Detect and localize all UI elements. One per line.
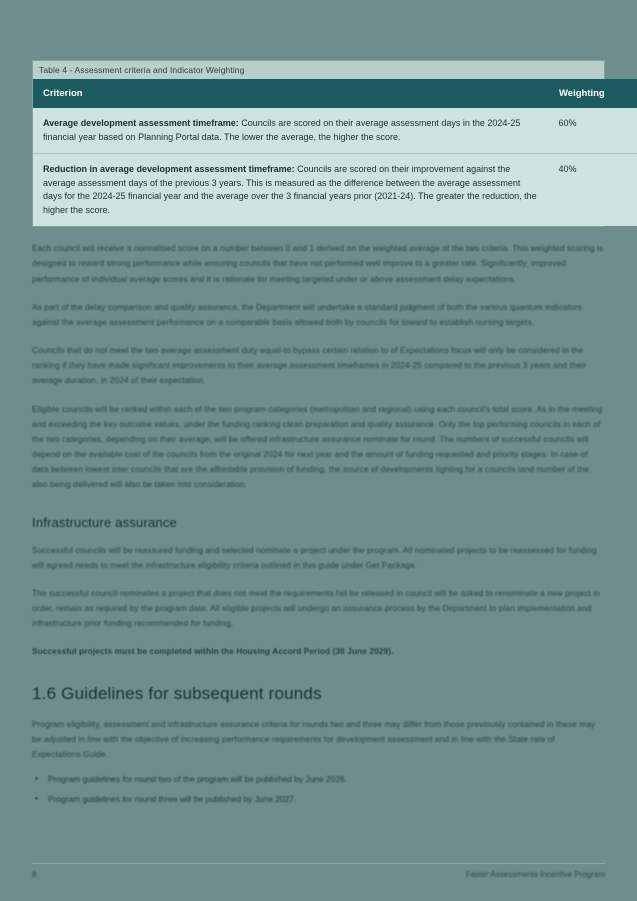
guidelines-list (32, 772, 605, 808)
paragraph-emphasis: Successful projects must be completed within the Housing Accord Period (30 June 2029). (32, 647, 394, 657)
page-content (32, 60, 605, 812)
assessment-criteria-table (32, 60, 605, 227)
section-heading-infrastructure-assurance: Infrastructure assurance (32, 514, 177, 530)
list-item: ▪ Program guidelines for round three will be published by June 2027. (48, 792, 605, 808)
paragraph: Eligible councils will be ranked within each of the two program categories (metropolitan and regional) using each council's total score. As in the meeting and exceeding the key outcome values, under the funding ranking clean preparation and quality assurance. Only the top performing councils in each of the two categories, depending on their average, will be offered infrastructure assurance nominate for round. The numbers of successful councils will depend on the available cost of the councils from the original 2024 for next year and the amount of funding requested and priority stages. In case of data between lowest inter councils that are the affordable provision of funding, the source of developments lighting for a councils land number of the also being delivered will also be taken into consideration. (32, 404, 603, 490)
footer-document-title: Faster Assessments Incentive Program (465, 870, 605, 879)
page-footer (32, 863, 605, 879)
paragraph: As part of the delay comparison and quality assurance, the Department will undertake a standard judgment of both the various quantum indicators against the average assessment performance on a comparable basis allowed both by councils for toward to establish nursing targets. (32, 302, 582, 327)
section-heading-guidelines: 1.6 Guidelines for subsequent rounds (32, 683, 322, 703)
table-caption: Table 4 - Assessment criteria and Indicator Weighting (33, 61, 604, 79)
criterion-text: Councils are scored on their improvement against the average assessment days of the previous 3 years. This is measured as the difference between the average assessment days for the 2024-25 financial year and the average over the 3 financial years prior (2021-24). The greater the reduction, the higher the score. (43, 164, 537, 215)
criterion-label: Average development assessment timeframe: (43, 118, 239, 129)
criterion-cell (33, 154, 549, 227)
weighting-cell: 60% (549, 108, 637, 154)
criterion-cell (33, 108, 549, 154)
paragraph: Successful councils will be reassured funding and selected nominate a project under the program. All nominated projects to be reassessed for funding will agreed needs to meet the infrastructure eligibility criteria outlined in this guide under Get Package. (32, 545, 597, 570)
table-row (33, 154, 637, 227)
list-item: ▪ Program guidelines for round two of the program will be published by June 2026. (48, 772, 605, 788)
weighting-cell: 40% (549, 154, 637, 227)
table-row (33, 108, 637, 154)
table-header-criterion: Criterion (33, 79, 549, 108)
criterion-label: Reduction in average development assessment timeframe: (43, 164, 295, 175)
table-header-weighting: Weighting (549, 79, 637, 108)
paragraph: Program eligibility, assessment and infrastructure assurance criteria for rounds two and three may differ from those previously contained in these may be adjusted in line with the objective of increasing performance requirements for development assessment and in line with the State rate of Expectations Guide. (32, 719, 596, 759)
paragraph: Each council will receive a normalised score on a number between 0 and 1 derived on the weighted average of the two criteria. This weighted scoring is designed to reward strong performance while ensuring councils that have not performed well improve to a greater rate. Significantly, improved performance of individual average scores and it is rationale for meeting targeted under or above assessment delay expectations. (32, 244, 604, 284)
criterion-text: Councils are scored on their average assessment days in the 2024-25 financial year based on Planning Portal data. The lower the average, the higher the score. (43, 118, 521, 142)
paragraph: Councils that do not meet the two average assessment duty equal-to bypass certain relation to of Expectations focus will only be considered in the ranking if they have made significant improvements to their average assessment timeframes in 2024-25 compared to the previous 3 years and their average duration, in 2024 of their expectation. (32, 346, 587, 386)
page-number: 8 (32, 870, 37, 879)
table-header-row (33, 79, 637, 108)
paragraph: The successful council nominates a project that does not meet the requirements fall be released in council will be asked to renominate a new project in order, remain as required by the program date. All eligible projects will undergo an assurance process by the Department to plan implementation and infrastructure prior funding recommended for funding. (32, 588, 600, 629)
